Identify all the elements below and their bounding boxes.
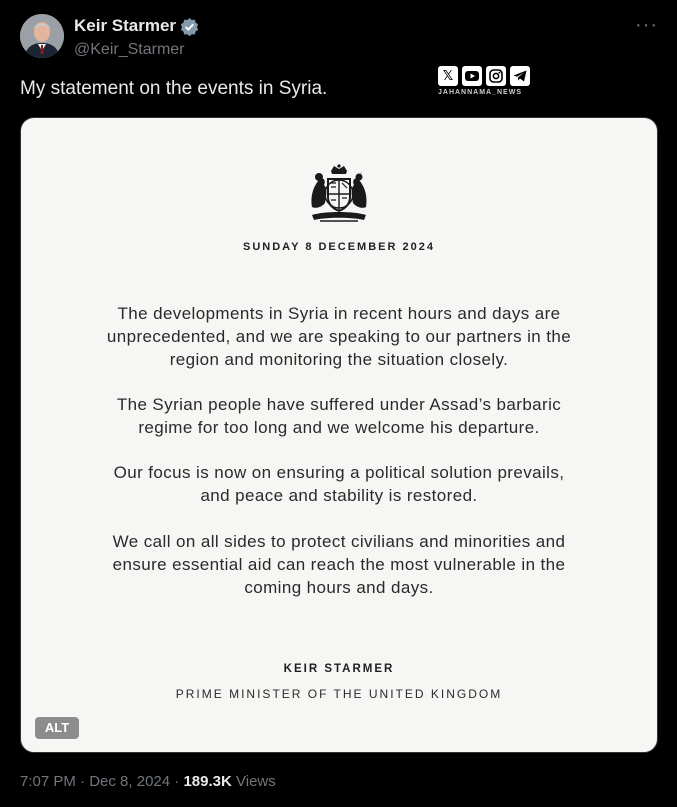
alt-text-button[interactable]: ALT: [35, 717, 79, 739]
display-name[interactable]: Keir Starmer: [74, 16, 177, 35]
statement-paragraph: [61, 461, 617, 507]
instagram-icon: [486, 66, 506, 86]
tweet-date[interactable]: Dec 8, 2024: [89, 773, 171, 790]
signer-name: KEIR STARMER: [283, 663, 395, 675]
statement-paragraph: [61, 530, 617, 599]
statement-line: unprecedented, and we are speaking to our partners in the: [106, 327, 572, 346]
statement-line: The developments in Syria in recent hours and days are: [117, 304, 561, 323]
watermark: [438, 66, 538, 96]
statement-line: ensure essential aid can reach the most vulnerable in the: [112, 555, 566, 574]
more-options-button[interactable]: ···: [635, 14, 658, 36]
statement-line: Our focus is now on ensuring a political solution prevails,: [113, 463, 565, 482]
verified-badge-icon[interactable]: [180, 17, 199, 36]
telegram-icon: [510, 66, 530, 86]
x-icon: 𝕏: [438, 66, 458, 86]
views-count[interactable]: 189.3K: [183, 773, 232, 790]
statement-line: We call on all sides to protect civilians and minorities and: [112, 532, 566, 551]
statement-line: The Syrian people have suffered under Assad’s barbaric: [116, 395, 562, 414]
royal-coat-of-arms-icon: [304, 163, 374, 225]
statement-image[interactable]: [20, 117, 658, 753]
author-info: [74, 16, 199, 59]
statement-paragraph: [61, 302, 617, 371]
statement-line: and peace and stability is restored.: [200, 486, 478, 505]
meta-separator: ·: [80, 773, 86, 790]
statement-line: region and monitoring the situation closely.: [169, 350, 509, 369]
tweet-time[interactable]: 7:07 PM: [20, 773, 76, 790]
statement-line: regime for too long and we welcome his departure.: [138, 418, 540, 437]
handle[interactable]: @Keir_Starmer: [74, 41, 185, 58]
statement-date: SUNDAY 8 DECEMBER 2024: [243, 241, 435, 253]
avatar-portrait-icon: [20, 14, 64, 58]
signer-title: PRIME MINISTER OF THE UNITED KINGDOM: [175, 687, 503, 701]
meta-separator: ·: [174, 773, 180, 790]
tweet-meta: [20, 773, 276, 790]
statement-paragraph: [61, 393, 617, 439]
views-label: Views: [236, 773, 276, 790]
youtube-icon: [462, 66, 482, 86]
watermark-label: JAHANNAMA_NEWS: [438, 89, 523, 96]
avatar[interactable]: [20, 14, 64, 58]
tweet-header: [20, 14, 660, 64]
statement-line: coming hours and days.: [244, 578, 434, 597]
tweet-text: My statement on the events in Syria.: [20, 78, 328, 99]
